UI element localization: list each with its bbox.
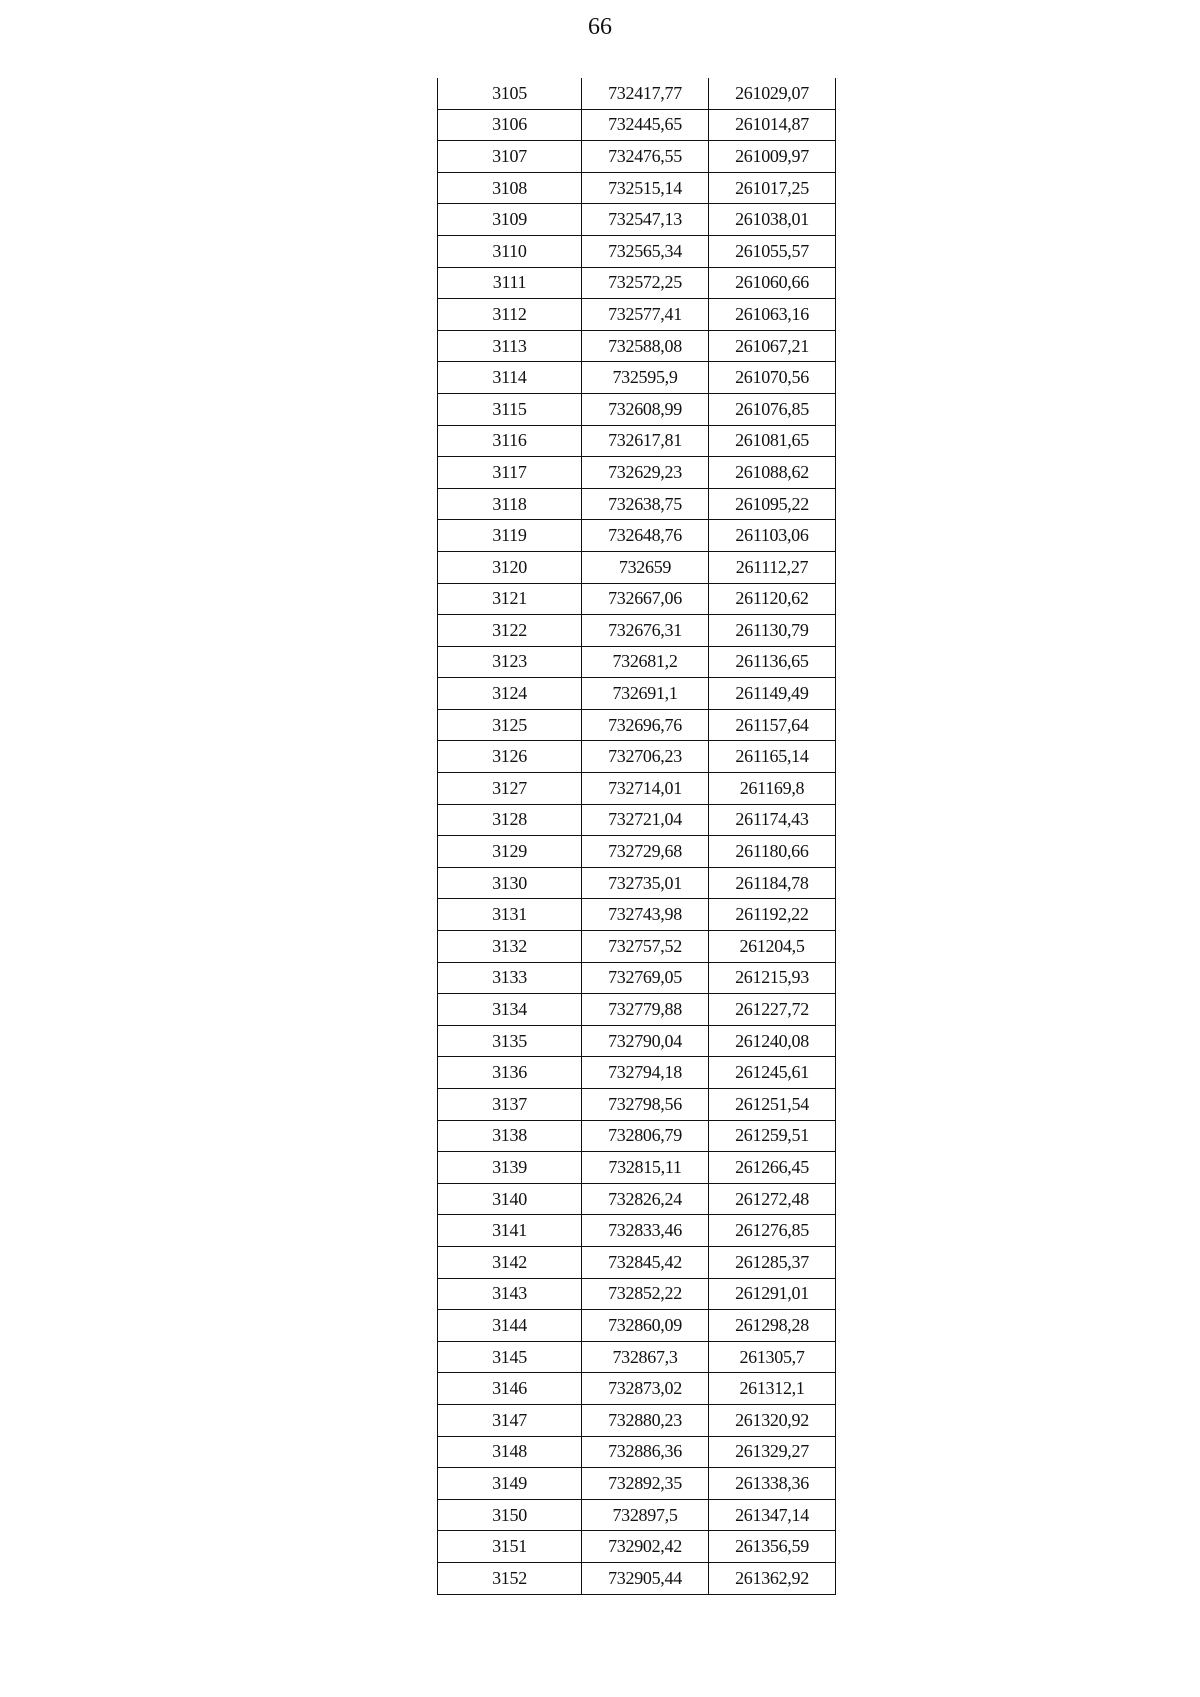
table-row <box>438 551 836 583</box>
point-number-cell: 3130 <box>438 867 582 899</box>
y-coordinate-cell: 261120,62 <box>709 583 836 615</box>
x-coordinate-cell: 732826,24 <box>582 1183 709 1215</box>
point-number-cell: 3120 <box>438 551 582 583</box>
coordinates-table <box>437 78 836 1595</box>
page-number: 66 <box>588 14 612 40</box>
x-coordinate-cell: 732515,14 <box>582 172 709 204</box>
table-row <box>438 267 836 299</box>
y-coordinate-cell: 261204,5 <box>709 931 836 963</box>
point-number-cell: 3137 <box>438 1089 582 1121</box>
y-coordinate-cell: 261130,79 <box>709 615 836 647</box>
point-number-cell: 3135 <box>438 1025 582 1057</box>
point-number-cell: 3113 <box>438 330 582 362</box>
y-coordinate-cell: 261029,07 <box>709 78 836 109</box>
point-number-cell: 3126 <box>438 741 582 773</box>
table-row <box>438 1120 836 1152</box>
table-row <box>438 520 836 552</box>
point-number-cell: 3127 <box>438 773 582 805</box>
y-coordinate-cell: 261259,51 <box>709 1120 836 1152</box>
table-row <box>438 330 836 362</box>
x-coordinate-cell: 732892,35 <box>582 1468 709 1500</box>
table-row <box>438 1436 836 1468</box>
y-coordinate-cell: 261165,14 <box>709 741 836 773</box>
table-row <box>438 457 836 489</box>
table-row <box>438 1215 836 1247</box>
point-number-cell: 3129 <box>438 836 582 868</box>
y-coordinate-cell: 261291,01 <box>709 1278 836 1310</box>
y-coordinate-cell: 261149,49 <box>709 678 836 710</box>
point-number-cell: 3123 <box>438 646 582 678</box>
y-coordinate-cell: 261298,28 <box>709 1310 836 1342</box>
table-row <box>438 141 836 173</box>
x-coordinate-cell: 732757,52 <box>582 931 709 963</box>
x-coordinate-cell: 732588,08 <box>582 330 709 362</box>
point-number-cell: 3136 <box>438 1057 582 1089</box>
point-number-cell: 3140 <box>438 1183 582 1215</box>
y-coordinate-cell: 261184,78 <box>709 867 836 899</box>
y-coordinate-cell: 261192,22 <box>709 899 836 931</box>
x-coordinate-cell: 732696,76 <box>582 709 709 741</box>
point-number-cell: 3144 <box>438 1310 582 1342</box>
point-number-cell: 3110 <box>438 235 582 267</box>
table-row <box>438 1089 836 1121</box>
table-row <box>438 836 836 868</box>
table-row <box>438 1373 836 1405</box>
x-coordinate-cell: 732476,55 <box>582 141 709 173</box>
y-coordinate-cell: 261076,85 <box>709 393 836 425</box>
coordinates-table-body <box>438 78 836 1594</box>
x-coordinate-cell: 732845,42 <box>582 1246 709 1278</box>
y-coordinate-cell: 261272,48 <box>709 1183 836 1215</box>
y-coordinate-cell: 261320,92 <box>709 1404 836 1436</box>
y-coordinate-cell: 261038,01 <box>709 204 836 236</box>
y-coordinate-cell: 261227,72 <box>709 994 836 1026</box>
x-coordinate-cell: 732880,23 <box>582 1404 709 1436</box>
point-number-cell: 3106 <box>438 109 582 141</box>
point-number-cell: 3109 <box>438 204 582 236</box>
table-row <box>438 393 836 425</box>
point-number-cell: 3132 <box>438 931 582 963</box>
x-coordinate-cell: 732676,31 <box>582 615 709 647</box>
x-coordinate-cell: 732779,88 <box>582 994 709 1026</box>
y-coordinate-cell: 261009,97 <box>709 141 836 173</box>
y-coordinate-cell: 261103,06 <box>709 520 836 552</box>
point-number-cell: 3148 <box>438 1436 582 1468</box>
table-row <box>438 931 836 963</box>
y-coordinate-cell: 261338,36 <box>709 1468 836 1500</box>
table-row <box>438 1499 836 1531</box>
table-row <box>438 299 836 331</box>
x-coordinate-cell: 732852,22 <box>582 1278 709 1310</box>
point-number-cell: 3118 <box>438 488 582 520</box>
x-coordinate-cell: 732608,99 <box>582 393 709 425</box>
table-row <box>438 78 836 109</box>
y-coordinate-cell: 261245,61 <box>709 1057 836 1089</box>
x-coordinate-cell: 732595,9 <box>582 362 709 394</box>
y-coordinate-cell: 261060,66 <box>709 267 836 299</box>
point-number-cell: 3133 <box>438 962 582 994</box>
y-coordinate-cell: 261362,92 <box>709 1562 836 1594</box>
y-coordinate-cell: 261014,87 <box>709 109 836 141</box>
table-row <box>438 962 836 994</box>
point-number-cell: 3138 <box>438 1120 582 1152</box>
table-row <box>438 1341 836 1373</box>
x-coordinate-cell: 732897,5 <box>582 1499 709 1531</box>
table-row <box>438 741 836 773</box>
table-row <box>438 235 836 267</box>
y-coordinate-cell: 261081,65 <box>709 425 836 457</box>
point-number-cell: 3119 <box>438 520 582 552</box>
point-number-cell: 3117 <box>438 457 582 489</box>
x-coordinate-cell: 732681,2 <box>582 646 709 678</box>
x-coordinate-cell: 732769,05 <box>582 962 709 994</box>
point-number-cell: 3108 <box>438 172 582 204</box>
table-row <box>438 899 836 931</box>
table-row <box>438 109 836 141</box>
x-coordinate-cell: 732873,02 <box>582 1373 709 1405</box>
x-coordinate-cell: 732638,75 <box>582 488 709 520</box>
table-row <box>438 1025 836 1057</box>
point-number-cell: 3116 <box>438 425 582 457</box>
point-number-cell: 3150 <box>438 1499 582 1531</box>
table-row <box>438 204 836 236</box>
x-coordinate-cell: 732691,1 <box>582 678 709 710</box>
point-number-cell: 3111 <box>438 267 582 299</box>
table-row <box>438 773 836 805</box>
table-row <box>438 867 836 899</box>
x-coordinate-cell: 732565,34 <box>582 235 709 267</box>
x-coordinate-cell: 732735,01 <box>582 867 709 899</box>
x-coordinate-cell: 732648,76 <box>582 520 709 552</box>
point-number-cell: 3152 <box>438 1562 582 1594</box>
table-row <box>438 1057 836 1089</box>
x-coordinate-cell: 732706,23 <box>582 741 709 773</box>
table-row <box>438 646 836 678</box>
y-coordinate-cell: 261347,14 <box>709 1499 836 1531</box>
y-coordinate-cell: 261215,93 <box>709 962 836 994</box>
table-row <box>438 1404 836 1436</box>
point-number-cell: 3141 <box>438 1215 582 1247</box>
table-row <box>438 1152 836 1184</box>
x-coordinate-cell: 732417,77 <box>582 78 709 109</box>
x-coordinate-cell: 732860,09 <box>582 1310 709 1342</box>
y-coordinate-cell: 261251,54 <box>709 1089 836 1121</box>
table-row <box>438 172 836 204</box>
y-coordinate-cell: 261240,08 <box>709 1025 836 1057</box>
y-coordinate-cell: 261312,1 <box>709 1373 836 1405</box>
y-coordinate-cell: 261266,45 <box>709 1152 836 1184</box>
point-number-cell: 3124 <box>438 678 582 710</box>
y-coordinate-cell: 261169,8 <box>709 773 836 805</box>
x-coordinate-cell: 732867,3 <box>582 1341 709 1373</box>
point-number-cell: 3142 <box>438 1246 582 1278</box>
x-coordinate-cell: 732445,65 <box>582 109 709 141</box>
table-row <box>438 1468 836 1500</box>
y-coordinate-cell: 261285,37 <box>709 1246 836 1278</box>
table-row <box>438 1531 836 1563</box>
x-coordinate-cell: 732790,04 <box>582 1025 709 1057</box>
point-number-cell: 3146 <box>438 1373 582 1405</box>
y-coordinate-cell: 261174,43 <box>709 804 836 836</box>
x-coordinate-cell: 732815,11 <box>582 1152 709 1184</box>
table-row <box>438 488 836 520</box>
y-coordinate-cell: 261017,25 <box>709 172 836 204</box>
table-row <box>438 425 836 457</box>
point-number-cell: 3107 <box>438 141 582 173</box>
point-number-cell: 3128 <box>438 804 582 836</box>
y-coordinate-cell: 261095,22 <box>709 488 836 520</box>
point-number-cell: 3112 <box>438 299 582 331</box>
x-coordinate-cell: 732617,81 <box>582 425 709 457</box>
y-coordinate-cell: 261067,21 <box>709 330 836 362</box>
y-coordinate-cell: 261070,56 <box>709 362 836 394</box>
y-coordinate-cell: 261356,59 <box>709 1531 836 1563</box>
table-row <box>438 1310 836 1342</box>
x-coordinate-cell: 732714,01 <box>582 773 709 805</box>
table-row <box>438 1562 836 1594</box>
table-row <box>438 994 836 1026</box>
point-number-cell: 3125 <box>438 709 582 741</box>
y-coordinate-cell: 261136,65 <box>709 646 836 678</box>
x-coordinate-cell: 732806,79 <box>582 1120 709 1152</box>
point-number-cell: 3114 <box>438 362 582 394</box>
x-coordinate-cell: 732798,56 <box>582 1089 709 1121</box>
x-coordinate-cell: 732902,42 <box>582 1531 709 1563</box>
x-coordinate-cell: 732721,04 <box>582 804 709 836</box>
x-coordinate-cell: 732794,18 <box>582 1057 709 1089</box>
x-coordinate-cell: 732547,13 <box>582 204 709 236</box>
point-number-cell: 3131 <box>438 899 582 931</box>
point-number-cell: 3105 <box>438 78 582 109</box>
x-coordinate-cell: 732667,06 <box>582 583 709 615</box>
table-row <box>438 583 836 615</box>
point-number-cell: 3139 <box>438 1152 582 1184</box>
y-coordinate-cell: 261055,57 <box>709 235 836 267</box>
x-coordinate-cell: 732905,44 <box>582 1562 709 1594</box>
x-coordinate-cell: 732629,23 <box>582 457 709 489</box>
x-coordinate-cell: 732729,68 <box>582 836 709 868</box>
point-number-cell: 3149 <box>438 1468 582 1500</box>
point-number-cell: 3145 <box>438 1341 582 1373</box>
table-row <box>438 1183 836 1215</box>
y-coordinate-cell: 261112,27 <box>709 551 836 583</box>
y-coordinate-cell: 261157,64 <box>709 709 836 741</box>
x-coordinate-cell: 732833,46 <box>582 1215 709 1247</box>
table-row <box>438 1246 836 1278</box>
x-coordinate-cell: 732886,36 <box>582 1436 709 1468</box>
y-coordinate-cell: 261063,16 <box>709 299 836 331</box>
x-coordinate-cell: 732743,98 <box>582 899 709 931</box>
point-number-cell: 3143 <box>438 1278 582 1310</box>
point-number-cell: 3151 <box>438 1531 582 1563</box>
table-row <box>438 709 836 741</box>
table-row <box>438 362 836 394</box>
point-number-cell: 3122 <box>438 615 582 647</box>
table-row <box>438 1278 836 1310</box>
x-coordinate-cell: 732577,41 <box>582 299 709 331</box>
y-coordinate-cell: 261305,7 <box>709 1341 836 1373</box>
table-row <box>438 804 836 836</box>
point-number-cell: 3121 <box>438 583 582 615</box>
y-coordinate-cell: 261088,62 <box>709 457 836 489</box>
point-number-cell: 3115 <box>438 393 582 425</box>
table-row <box>438 678 836 710</box>
y-coordinate-cell: 261276,85 <box>709 1215 836 1247</box>
y-coordinate-cell: 261180,66 <box>709 836 836 868</box>
y-coordinate-cell: 261329,27 <box>709 1436 836 1468</box>
point-number-cell: 3147 <box>438 1404 582 1436</box>
x-coordinate-cell: 732572,25 <box>582 267 709 299</box>
table-row <box>438 615 836 647</box>
x-coordinate-cell: 732659 <box>582 551 709 583</box>
point-number-cell: 3134 <box>438 994 582 1026</box>
